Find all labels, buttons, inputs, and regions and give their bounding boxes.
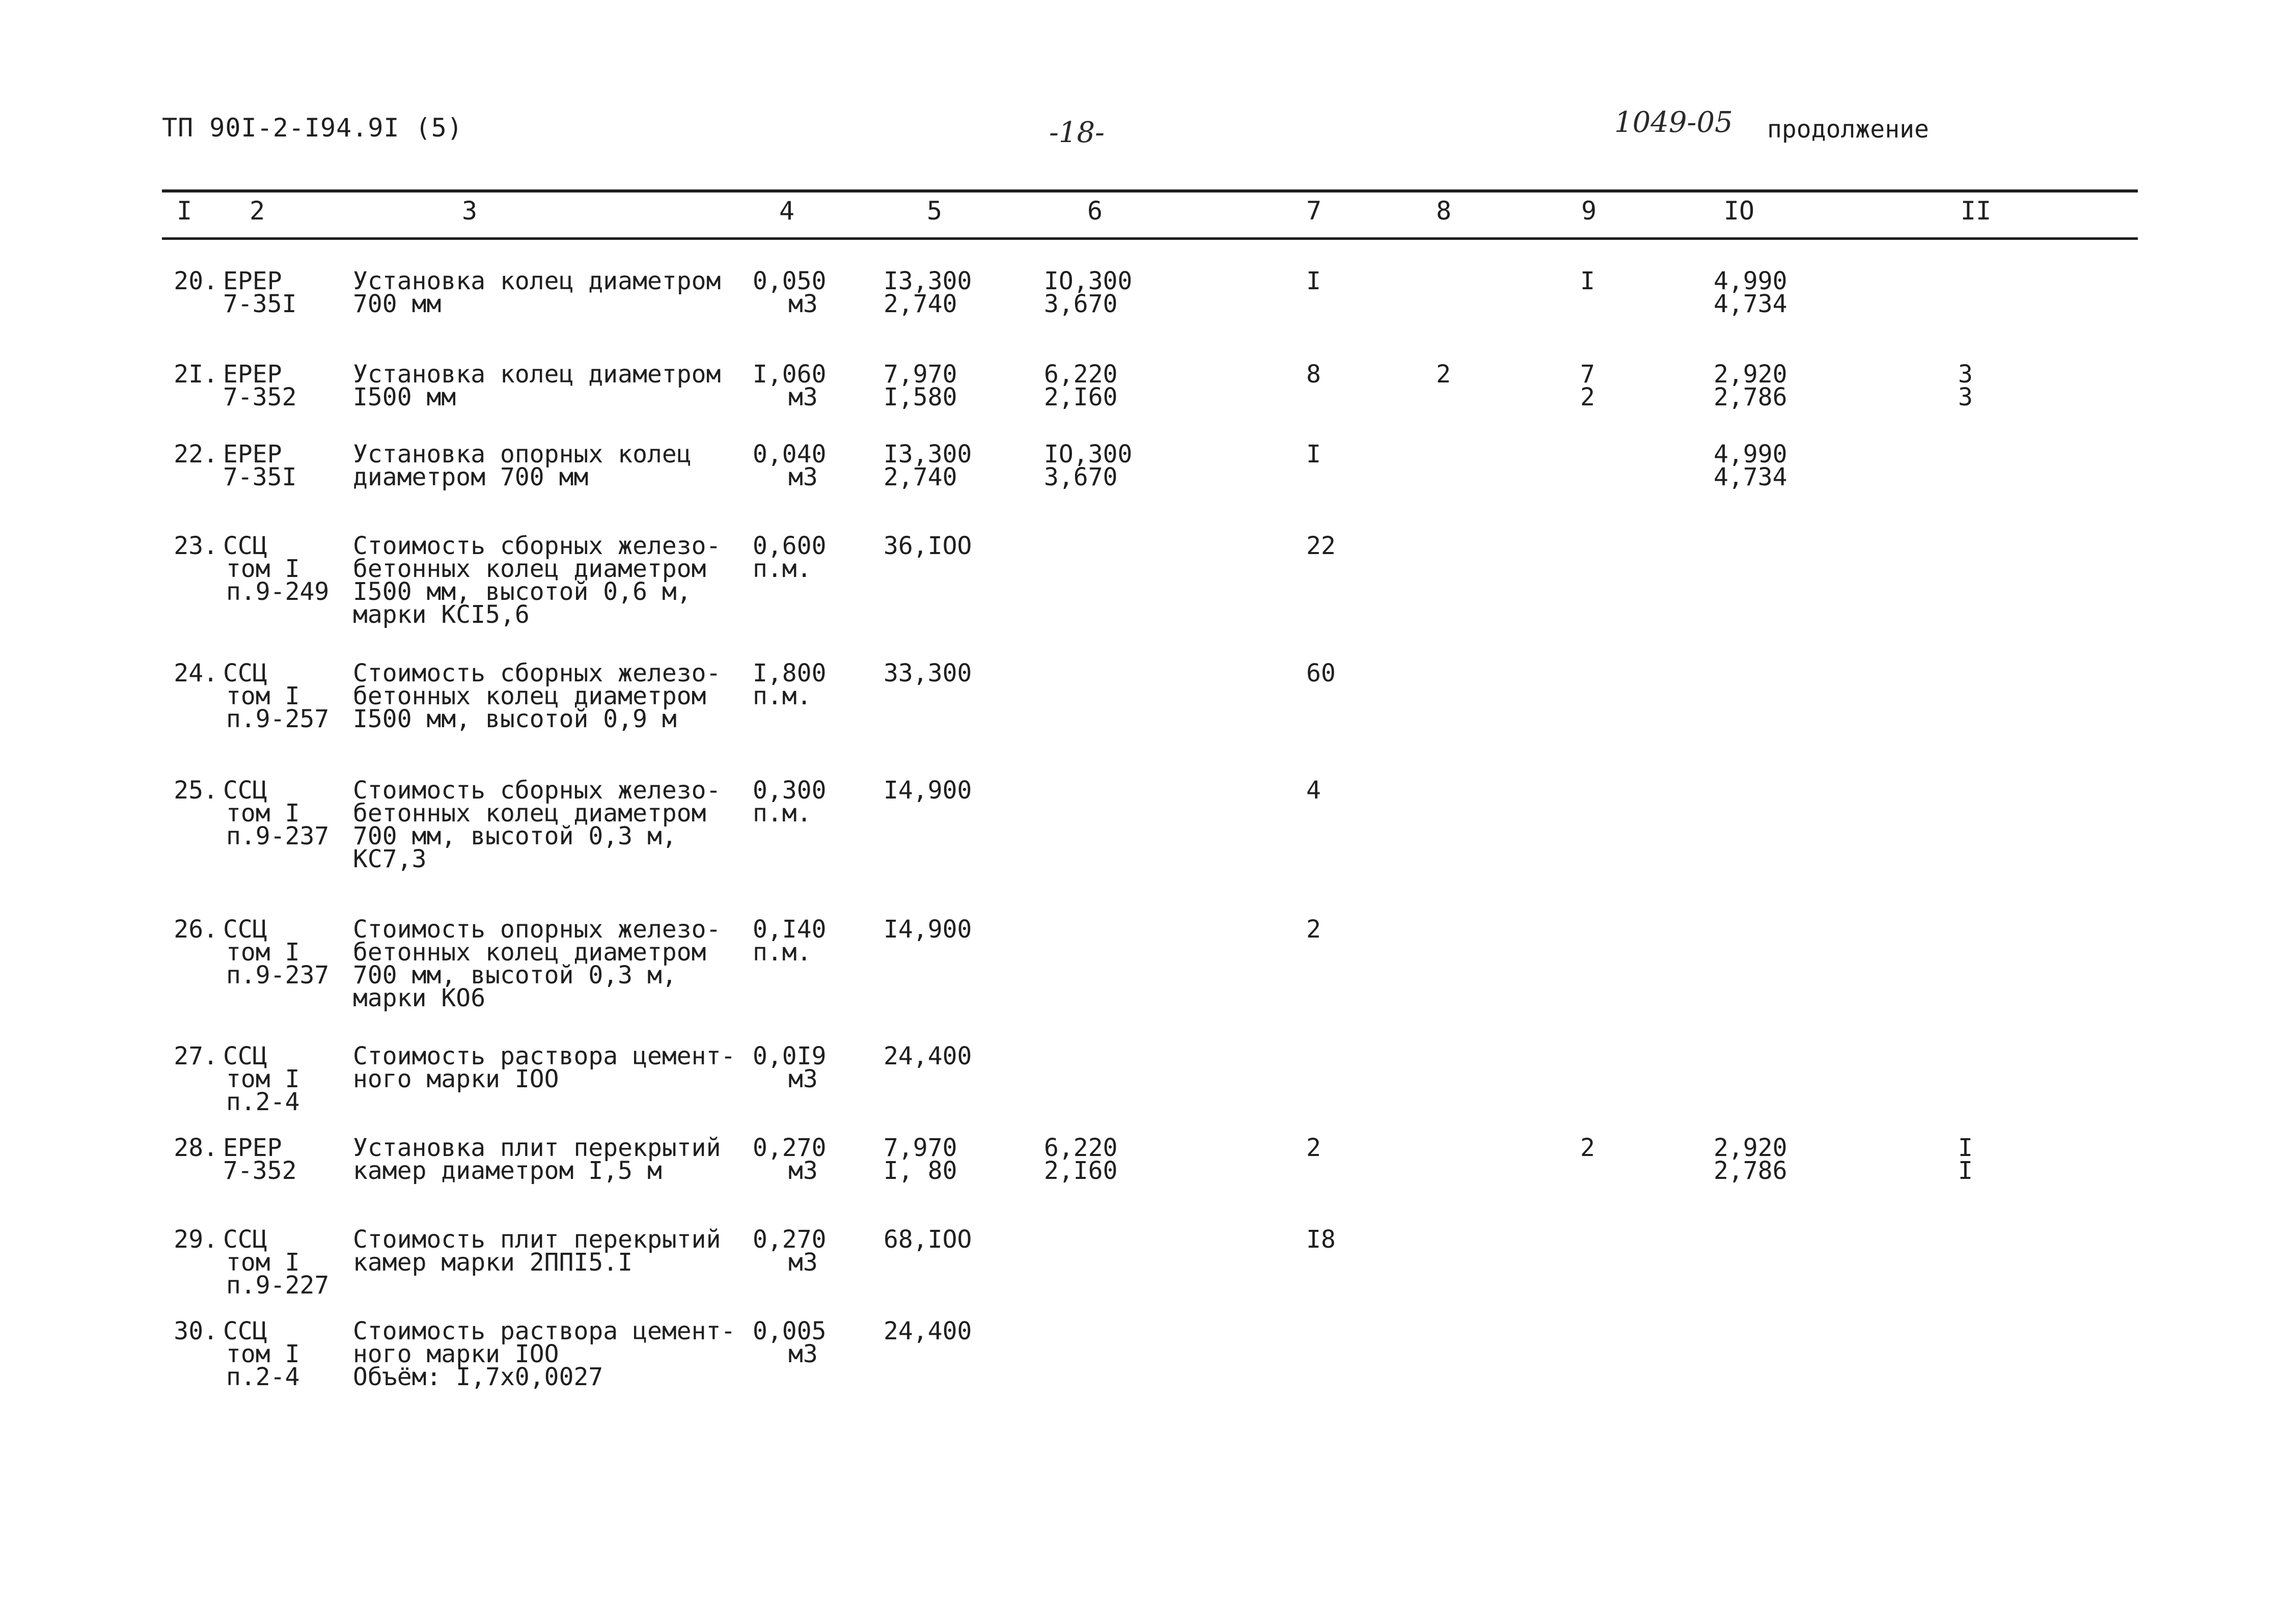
unit-cost-line: I,580 — [884, 383, 957, 411]
unit-cost — [884, 776, 972, 805]
price-reference — [223, 915, 329, 989]
unit-cost-line: I4,900 — [884, 776, 972, 805]
work-description — [353, 1317, 736, 1391]
quantity-unit: п.м. — [753, 555, 812, 583]
row-number: 29. — [174, 1225, 218, 1254]
row-number: 20. — [174, 267, 218, 295]
row-number: 25. — [174, 776, 218, 805]
quantity-unit: м3 — [788, 1157, 818, 1185]
unit-cost-line: 7,970 — [884, 360, 957, 389]
wage-total — [1580, 267, 1595, 295]
row-number: 23. — [174, 532, 218, 560]
column-header-10: IO — [1723, 196, 1755, 226]
column-header-9: 9 — [1581, 196, 1597, 226]
work-description-line: бетонных колец диаметром — [353, 938, 706, 967]
price-reference-line: 7-35I — [223, 290, 297, 318]
column-header-8: 8 — [1436, 196, 1452, 226]
unit-cost-line: I3,300 — [884, 267, 972, 295]
labour-unit-line: 2,920 — [1714, 1134, 1787, 1162]
price-reference-line: ЕРЕР — [223, 1134, 282, 1162]
wage-cost-line: IO,300 — [1044, 267, 1133, 295]
work-description — [353, 267, 721, 318]
work-description-line: 700 мм, высотой 0,3 м, — [353, 961, 677, 989]
price-reference-line: ССЦ — [223, 915, 267, 944]
unit-cost-line: 24,400 — [884, 1317, 972, 1345]
total-cost: 4 — [1306, 776, 1321, 805]
row-number: 27. — [174, 1042, 218, 1070]
quantity — [753, 360, 827, 411]
price-reference-line: ЕРЕР — [223, 267, 282, 295]
quantity — [753, 1317, 827, 1368]
wage-cost-line: 3,670 — [1044, 290, 1118, 318]
row-number: 26. — [174, 915, 218, 944]
price-reference-line: п.9-237 — [226, 822, 329, 850]
work-description-line: Стоимость сборных железо- — [353, 659, 721, 687]
table-top-rule — [162, 189, 2138, 192]
quantity-value: I,800 — [753, 659, 827, 687]
quantity-value: 0,600 — [753, 532, 827, 560]
price-reference-line: том I — [226, 1065, 300, 1093]
wage-total — [1580, 360, 1595, 411]
price-reference-line: 7-35I — [223, 463, 297, 491]
column-header-4: 4 — [779, 196, 795, 226]
price-reference — [223, 1317, 300, 1391]
continuation-label: продолжение — [1767, 115, 1929, 144]
quantity-value: 0,005 — [753, 1317, 827, 1345]
quantity-unit: м3 — [788, 463, 818, 491]
labour-unit-line: 4,990 — [1714, 267, 1787, 295]
price-reference-line: ССЦ — [223, 532, 267, 560]
price-reference-line: том I — [226, 555, 300, 583]
price-reference-line: ССЦ — [223, 1317, 267, 1345]
row-number: 2I. — [174, 360, 218, 389]
quantity-value: 0,270 — [753, 1225, 827, 1254]
quantity-value: I,060 — [753, 360, 827, 389]
unit-cost — [884, 1317, 972, 1345]
price-reference-line: 7-352 — [223, 1157, 297, 1185]
work-description — [353, 659, 721, 733]
labour-total-line: I — [1958, 1134, 1973, 1162]
unit-cost — [884, 1134, 957, 1185]
labour-unit — [1714, 360, 1787, 411]
price-reference-line: ЕРЕР — [223, 360, 282, 389]
wage-total — [1580, 1134, 1595, 1162]
labour-unit-line: 4,990 — [1714, 440, 1787, 469]
price-reference-line: том I — [226, 682, 300, 710]
wage-total-line: 7 — [1580, 360, 1595, 389]
price-reference-line: п.9-227 — [226, 1271, 329, 1300]
wage-cost-line: 6,220 — [1044, 360, 1118, 389]
column-header-1: I — [176, 196, 192, 226]
unit-cost-line: I3,300 — [884, 440, 972, 469]
wage-cost — [1044, 360, 1118, 411]
total-cost: I — [1306, 440, 1321, 469]
column-header-2: 2 — [249, 196, 265, 226]
labour-total — [1958, 360, 1973, 411]
unit-cost — [884, 915, 972, 944]
work-description-line: 700 мм, высотой 0,3 м, — [353, 822, 677, 850]
unit-cost-line: 7,970 — [884, 1134, 957, 1162]
unit-cost-line: 68,IOO — [884, 1225, 972, 1254]
quantity — [753, 1134, 827, 1185]
work-description — [353, 1134, 721, 1185]
work-description-line: бетонных колец диаметром — [353, 555, 706, 583]
work-description-line: Установка колец диаметром — [353, 360, 721, 389]
wage-cost — [1044, 1134, 1118, 1185]
price-reference-line: том I — [226, 1340, 300, 1368]
work-description-line: Установка опорных колец — [353, 440, 692, 469]
labour-total — [1958, 1134, 1973, 1185]
wage-cost — [1044, 440, 1133, 491]
work-description-line: Стоимость сборных железо- — [353, 532, 721, 560]
work-description-line: Стоимость раствора цемент- — [353, 1042, 736, 1070]
work-description-line: 700 мм — [353, 290, 442, 318]
labour-unit — [1714, 267, 1787, 318]
work-description — [353, 776, 721, 873]
column-header-6: 6 — [1087, 196, 1103, 226]
wage-cost-line: 6,220 — [1044, 1134, 1118, 1162]
price-reference-line: п.9-249 — [226, 577, 329, 606]
unit-cost-line: 2,740 — [884, 290, 957, 318]
total-cost: 2 — [1306, 915, 1321, 944]
quantity — [753, 1042, 827, 1093]
price-reference-line: ССЦ — [223, 776, 267, 805]
quantity-unit: м3 — [788, 290, 818, 318]
work-description — [353, 440, 692, 491]
work-description — [353, 532, 721, 629]
unit-cost — [884, 267, 972, 318]
labour-unit-line: 4,734 — [1714, 290, 1787, 318]
quantity — [753, 659, 827, 710]
row-number: 22. — [174, 440, 218, 469]
wage-total-line: 2 — [1580, 1134, 1595, 1162]
price-reference-line: том I — [226, 799, 300, 828]
wage-cost-line: 3,670 — [1044, 463, 1118, 491]
price-reference-line: п.9-257 — [226, 705, 329, 733]
row-number: 24. — [174, 659, 218, 687]
work-description-line: Установка колец диаметром — [353, 267, 721, 295]
price-reference — [223, 776, 329, 850]
work-description-line: Установка плит перекрытий — [353, 1134, 721, 1162]
total-cost: 2 — [1306, 1134, 1321, 1162]
work-description-line: Стоимость сборных железо- — [353, 776, 721, 805]
wage-cost-line: IO,300 — [1044, 440, 1133, 469]
total-cost: 22 — [1306, 532, 1336, 560]
wage-cost-line: 2,I60 — [1044, 383, 1118, 411]
work-description — [353, 360, 721, 411]
unit-cost — [884, 659, 972, 687]
price-reference — [223, 267, 297, 318]
price-reference — [223, 1134, 297, 1185]
total-cost: I8 — [1306, 1225, 1336, 1254]
labour-unit — [1714, 440, 1787, 491]
price-reference — [223, 659, 329, 733]
column-header-11: II — [1960, 196, 1992, 226]
price-reference — [223, 1225, 329, 1300]
handwritten-code: 1049-05 — [1614, 106, 1733, 139]
total-cost: 8 — [1306, 360, 1321, 389]
price-reference — [223, 360, 297, 411]
quantity-unit: м3 — [788, 1248, 818, 1277]
labour-unit-line: 2,920 — [1714, 360, 1787, 389]
machine-cost: 2 — [1436, 360, 1451, 389]
quantity-value: 0,050 — [753, 267, 827, 295]
price-reference-line: ССЦ — [223, 1225, 267, 1254]
page-number: -18- — [1049, 116, 1105, 149]
price-reference-line: 7-352 — [223, 383, 297, 411]
work-description — [353, 1042, 736, 1093]
price-reference-line: ССЦ — [223, 1042, 267, 1070]
quantity-value: 0,0I9 — [753, 1042, 827, 1070]
quantity-value: 0,300 — [753, 776, 827, 805]
unit-cost — [884, 1225, 972, 1254]
quantity-unit: м3 — [788, 1065, 818, 1093]
price-reference-line: п.2-4 — [226, 1088, 300, 1116]
total-cost: 60 — [1306, 659, 1336, 687]
work-description-line: Стоимость плит перекрытий — [353, 1225, 721, 1254]
quantity — [753, 915, 827, 967]
price-reference — [223, 440, 297, 491]
quantity — [753, 267, 827, 318]
work-description-line: ного марки IOO — [353, 1340, 559, 1368]
total-cost: I — [1306, 267, 1321, 295]
labour-unit-line: 4,734 — [1714, 463, 1787, 491]
price-reference-line: том I — [226, 938, 300, 967]
unit-cost — [884, 440, 972, 491]
labour-total-line: I — [1958, 1157, 1973, 1185]
unit-cost-line: 2,740 — [884, 463, 957, 491]
price-reference-line: п.9-237 — [226, 961, 329, 989]
unit-cost — [884, 1042, 972, 1070]
labour-unit-line: 2,786 — [1714, 1157, 1787, 1185]
wage-cost — [1044, 267, 1133, 318]
work-description-line: бетонных колец диаметром — [353, 682, 706, 710]
quantity — [753, 776, 827, 828]
column-header-3: 3 — [461, 196, 478, 226]
labour-total-line: 3 — [1958, 383, 1973, 411]
quantity — [753, 1225, 827, 1277]
work-description-line: ного марки IOO — [353, 1065, 559, 1093]
price-reference-line: п.2-4 — [226, 1363, 300, 1391]
column-header-7: 7 — [1306, 196, 1322, 226]
work-description-line: I500 мм, высотой 0,9 м — [353, 705, 677, 733]
row-number: 30. — [174, 1317, 218, 1345]
work-description — [353, 1225, 721, 1277]
price-reference-line: ЕРЕР — [223, 440, 282, 469]
unit-cost-line: I, 80 — [884, 1157, 957, 1185]
unit-cost-line: I4,900 — [884, 915, 972, 944]
document-code: ТП 90I-2-I94.9I (5) — [162, 113, 463, 143]
price-reference-line: том I — [226, 1248, 300, 1277]
work-description-line: камер диаметром I,5 м — [353, 1157, 662, 1185]
work-description-line: камер марки 2ППI5.I — [353, 1248, 633, 1277]
quantity-unit: м3 — [788, 1340, 818, 1368]
wage-cost-line: 2,I60 — [1044, 1157, 1118, 1185]
work-description-line: марки КО6 — [353, 984, 486, 1012]
work-description-line: I500 мм, высотой 0,6 м, — [353, 577, 692, 606]
work-description-line: бетонных колец диаметром — [353, 799, 706, 828]
work-description — [353, 915, 721, 1012]
quantity — [753, 532, 827, 583]
unit-cost-line: 36,IOO — [884, 532, 972, 560]
row-number: 28. — [174, 1134, 218, 1162]
labour-unit-line: 2,786 — [1714, 383, 1787, 411]
work-description-line: Объём: I,7х0,0027 — [353, 1363, 603, 1391]
labour-unit — [1714, 1134, 1787, 1185]
price-reference — [223, 532, 329, 606]
unit-cost — [884, 360, 957, 411]
work-description-line: Стоимость раствора цемент- — [353, 1317, 736, 1345]
quantity-unit: п.м. — [753, 938, 812, 967]
quantity-value: 0,I40 — [753, 915, 827, 944]
quantity — [753, 440, 827, 491]
wage-total-line: I — [1580, 267, 1595, 295]
unit-cost-line: 33,300 — [884, 659, 972, 687]
unit-cost — [884, 532, 972, 560]
table-header-rule — [162, 237, 2138, 240]
work-description-line: диаметром 700 мм — [353, 463, 589, 491]
wage-total-line: 2 — [1580, 383, 1595, 411]
price-reference — [223, 1042, 300, 1116]
quantity-unit: п.м. — [753, 799, 812, 828]
work-description-line: марки КСI5,6 — [353, 600, 530, 629]
quantity-value: 0,270 — [753, 1134, 827, 1162]
unit-cost-line: 24,400 — [884, 1042, 972, 1070]
work-description-line: КС7,3 — [353, 845, 427, 873]
column-header-5: 5 — [926, 196, 943, 226]
work-description-line: Стоимость опорных железо- — [353, 915, 721, 944]
quantity-unit: п.м. — [753, 682, 812, 710]
price-reference-line: ССЦ — [223, 659, 267, 687]
labour-total-line: 3 — [1958, 360, 1973, 389]
quantity-value: 0,040 — [753, 440, 827, 469]
work-description-line: I500 мм — [353, 383, 456, 411]
quantity-unit: м3 — [788, 383, 818, 411]
